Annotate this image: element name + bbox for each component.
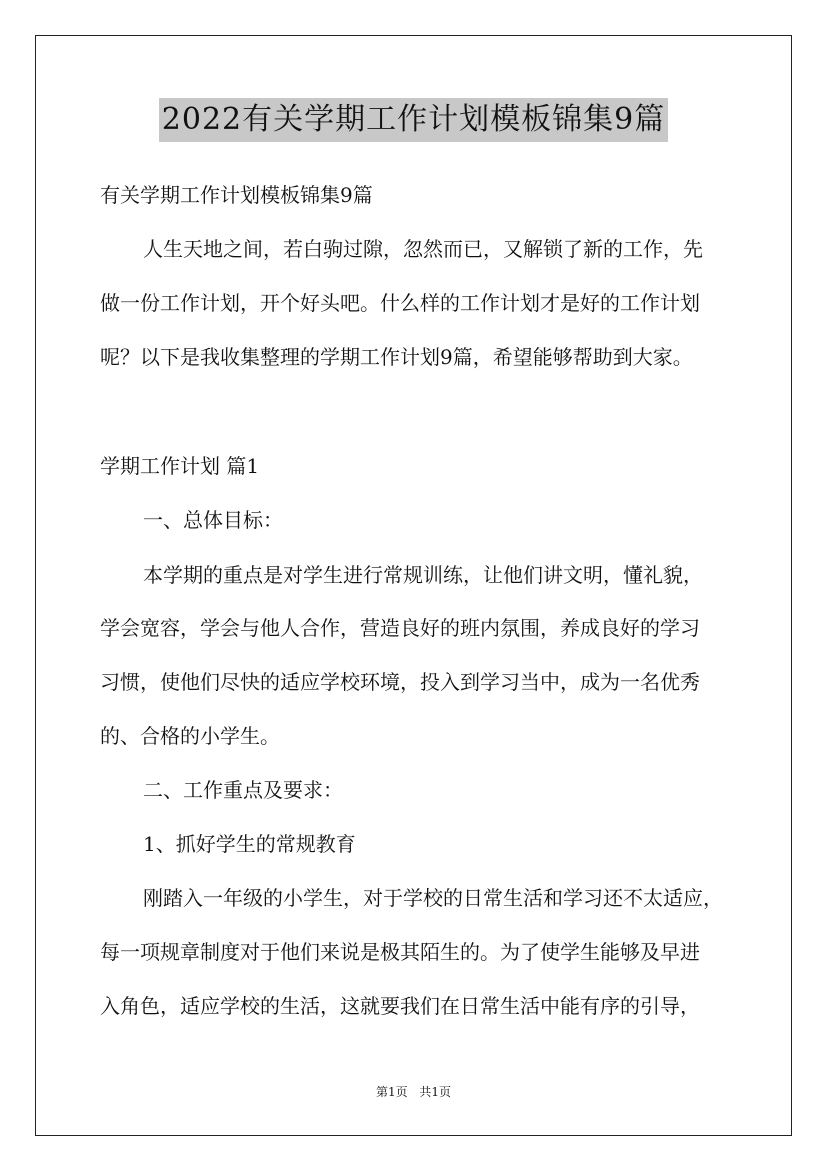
page-number: 第1页 [375, 1085, 408, 1099]
document-title-container [0, 98, 827, 142]
item-line-1: 刚踏入一年级的小学生，对于学校的日常生活和学习还不太适应， [143, 886, 723, 910]
page-total: 共1页 [419, 1085, 452, 1099]
item-heading: 1、抓好学生的常规教育 [143, 832, 356, 856]
goal-line-4: 的、合格的小学生。 [100, 724, 280, 748]
intro-line-1: 人生天地之间，若白驹过隙，忽然而已，又解锁了新的工作，先 [143, 237, 703, 261]
goal-heading: 一、总体目标： [143, 508, 283, 532]
goal-line-3: 习惯，使他们尽快的适应学校环境，投入到学习当中，成为一名优秀 [100, 670, 700, 694]
document-subtitle: 有关学期工作计划模板锦集9篇 [100, 183, 373, 207]
item-line-2: 每一项规章制度对于他们来说是极其陌生的。为了使学生能够及早进 [100, 940, 700, 964]
page-footer [0, 1084, 827, 1100]
section-heading: 学期工作计划 篇1 [100, 454, 260, 478]
goal-line-1: 本学期的重点是对学生进行常规训练，让他们讲文明，懂礼貌， [143, 563, 703, 587]
item-line-3: 入角色，适应学校的生活，这就要我们在日常生活中能有序的引导， [100, 994, 700, 1018]
document-title: 2022有关学期工作计划模板锦集9篇 [159, 98, 668, 142]
intro-line-2: 做一份工作计划，开个好头吧。什么样的工作计划才是好的工作计划 [100, 291, 700, 315]
goal-line-2: 学会宽容，学会与他人合作，营造良好的班内氛围，养成良好的学习 [100, 616, 700, 640]
focus-heading: 二、工作重点及要求： [143, 778, 343, 802]
intro-line-3: 呢？以下是我收集整理的学期工作计划9篇，希望能够帮助到大家。 [100, 345, 693, 369]
